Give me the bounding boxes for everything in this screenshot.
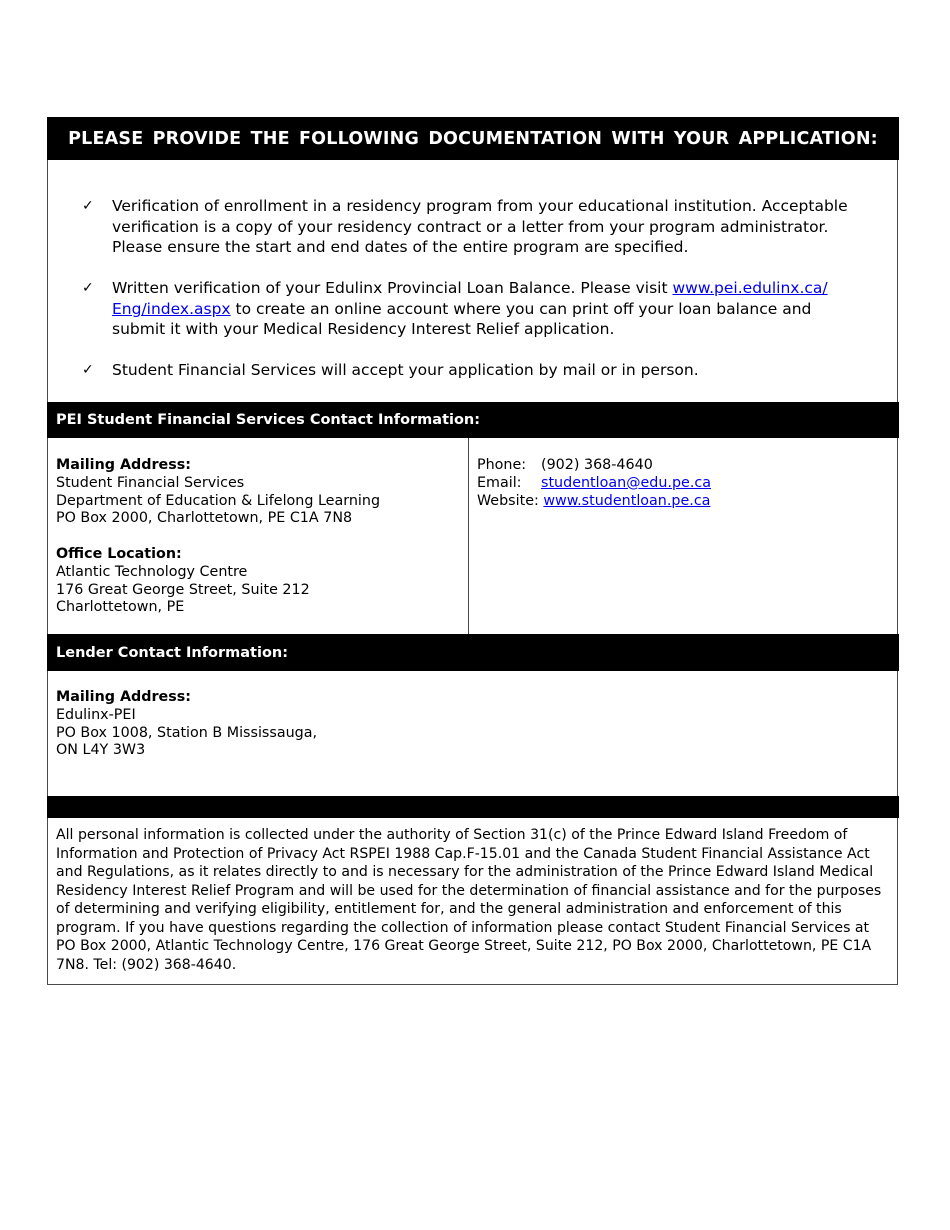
website-label: Website: <box>477 492 539 509</box>
requirement-text-continued: to create an online account where you can print off your loan balance and submit it with your Medical Residency Interest Relief application. <box>112 299 812 339</box>
requirement-item-enrollment <box>82 196 852 258</box>
address-line: ON L4Y 3W3 <box>56 742 146 759</box>
office-location-label: Office Location: <box>56 545 182 562</box>
email-row <box>477 475 887 493</box>
address-line: PO Box 1008, Station B Mississauga, <box>56 724 318 741</box>
office-line: 176 Great George Street, Suite 212 <box>56 581 310 598</box>
checkmark-icon: ✓ <box>82 198 94 214</box>
mailing-address-label: Mailing Address: <box>56 689 191 705</box>
office-line: Charlottetown, PE <box>56 599 185 616</box>
website-link[interactable]: www.studentloan.pe.ca <box>543 492 711 509</box>
documentation-header-title: PLEASE PROVIDE THE FOLLOWING DOCUMENTATION WITH YOUR APPLICATION: <box>68 128 878 149</box>
requirement-text: Written verification of your Edulinx Provincial Loan Balance. Please visit <box>112 279 673 298</box>
privacy-notice: All personal information is collected under the authority of Section 31(c) of the Prince Edward Island Freedom of Information and Protection of Privacy Act RSPEI 1988 Cap.F-15.01 and the Canada Student Financial Assistance Act and Regulations, as it relates directly to and is necessary for the administration of the Prince Edward Island Medical Residency Interest Relief Program and will be used for the determination of financial assistance and for the purposes of determining and verifying eligibility, entitlement for, and the general administration and enforcement of this program. If you have questions regarding the collection of information please contact Student Financial Services at PO Box 2000, Atlantic Technology Centre, 176 Great George Street, Suite 212, PO Box 2000, Charlottetown, PE C1A 7N8. Tel: (902) 368-4640. <box>56 827 882 973</box>
email-label: Email: <box>477 474 522 491</box>
requirement-item-loan-balance <box>82 278 852 340</box>
requirement-item-submission <box>82 360 852 381</box>
phone-label: Phone: <box>477 457 527 473</box>
sfs-contact-header <box>47 402 899 438</box>
checkmark-icon: ✓ <box>82 280 94 297</box>
sfs-contact-details <box>477 457 887 510</box>
address-line: Edulinx-PEI <box>56 706 136 723</box>
phone-row <box>477 457 887 475</box>
lender-contact-heading: Lender Contact Information: <box>56 644 289 661</box>
documentation-header <box>47 117 899 160</box>
sfs-mailing-address <box>56 457 461 617</box>
requirements-list <box>82 196 852 401</box>
privacy-divider-bar <box>47 796 899 818</box>
edulinx-link[interactable]: www.pei.edulinx.ca/ Eng/index.aspx <box>112 279 828 318</box>
address-line: Department of Education & Lifelong Learning <box>56 492 381 509</box>
checkmark-icon: ✓ <box>82 362 94 379</box>
mailing-address-label: Mailing Address: <box>56 457 191 473</box>
website-row <box>477 493 887 511</box>
requirement-text: Verification of enrollment in a residency program from your educational institution. Acceptable verification is a copy of your residency contract or a letter from your program administrator. Please ensure the start and end dates of the entire program are specified. <box>112 197 848 257</box>
lender-contact-header <box>47 634 899 671</box>
email-link[interactable]: studentloan@edu.pe.ca <box>541 474 712 491</box>
sfs-contact-heading: PEI Student Financial Services Contact Information: <box>56 412 481 428</box>
phone-number: (902) 368-4640 <box>541 457 653 473</box>
lender-mailing-address <box>56 689 461 760</box>
office-line: Atlantic Technology Centre <box>56 563 248 580</box>
requirement-text: Student Financial Services will accept your application by mail or in person. <box>112 361 699 380</box>
column-divider <box>468 438 469 634</box>
address-line: Student Financial Services <box>56 474 245 491</box>
address-line: PO Box 2000, Charlottetown, PE C1A 7N8 <box>56 510 353 527</box>
